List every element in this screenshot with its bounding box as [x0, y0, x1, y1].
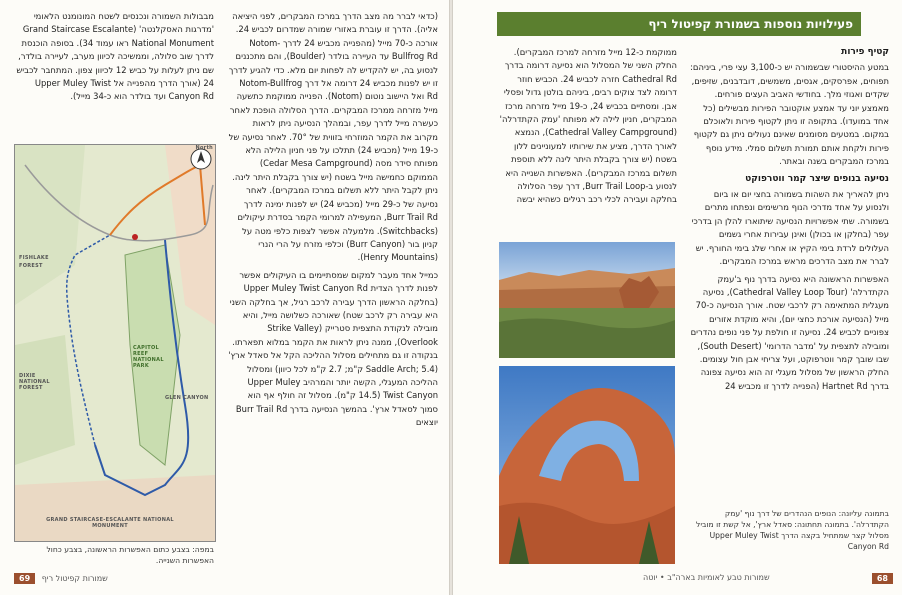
left-page-column-right	[228, 10, 438, 434]
right-footer	[463, 573, 893, 587]
page-number: 68	[872, 573, 893, 584]
grand-staircase-label: GRAND STAIRCASE-ESCALANTE NATIONAL MONUMENT	[46, 517, 174, 529]
right-column-paragraph-2: כמייל אחד מעבר למקום שמסתיימים בו העיקולים אפשר לפנות לדרך הצדית Upper Muley Twist Canyon Rd (בחלקה הראשון הדרך עבירה לרכב רגיל, אך בחלקה השני היא עבירה רק לרכב שטח) שאורכה כשלושה מייל, והיא מובילה לנקודת התצפית סטרייק (Strike Valley Overlook), ממנה ניתן לראות את הקמר במלוא תפארתו. בנקודה זו גם מתחילים מסלול ההליכה הקל אל סאדל ארץ' (Saddle Arch; 5.4 ק"מ; 2.7 ק"מ לכל כיוון) ומסלול ההליכה המעגלי, הקשה יותר והמרהיב Upper Muley Twist Canyon (14.5 ק"מ). מסלול זה חולף אף הוא סמוך לסאדל ארץ'. בהמשך הנסיעה בדרך Burr Trail Rd יוצאים	[228, 269, 438, 428]
route-map-svg	[15, 145, 215, 541]
forest-label: FOREST	[19, 263, 43, 269]
left-footer	[14, 573, 434, 587]
right-column-paragraph-1: (כדאי לברר מה מצב הדרך במרכז המבקרים, לפני היציאה אליה). הדרך זו עוברת באזורי שמורה שמדרום לכביש 24. אורכה כ-70 מייל (מהפנייה מכביש 24 לדרך Notom-Bullfrog Rd עד העיירה בולדר (Boulder), והם מתכננים לנסוע בה, יש להקדיש לה לפחות יום מלא. כדי להגיע לדרך זו יש לפנות מכביש 24 דרומה אל דרך Notom-Bullfrog Rd ואל היישוב נוטום (Notom). הפנייה ממוקמת כתשעה מייל מזרחה ממרכז המבקרים. הדרך הסלולה הופכת לאחר כעשרה מייל לדרך עפר, ובמהלך הנסיעה ניתן לראות מקרוב את הקמר המוזרחי בזווית של 70°. לאחר נסיעה של כ-19 מייל (מכביש 24) תתלכו על פני חניון הלילה הלא מפותח סידר מסה (Cedar Mesa Campground) הממוקם כחמישה מייל בשטח (יש צורך בקבלת היתר לינה. ניתן לקבל היתר ללא תשלום במרכז המבקרים). לאחר נסיעה של כ-29 מייל (מכביש 24) יש לפנות ימינה לדרך Burr Trail Rd, המעפילה למרומי הקמר בסדרת עיקולים (Switchbacks). מלמעלה אפשר לצפות כלפי מטה על קניון בור (Burr Canyon) וכלפי מזרח על הרי הנרי (Henry Mountains).	[228, 11, 438, 263]
capitol-reef-label: CAPITOL REEF NATIONAL PARK	[133, 345, 164, 369]
section-heading: פעילויות נוספות בשמורת קפיטול ריף	[497, 12, 861, 36]
dixie-label: DIXIE NATIONAL FOREST	[19, 373, 50, 391]
fruit-picking-text: במטע ההיסטורי שבשמורה יש כ-3,100 עצי פרי, ביניהם: תפוחים, אפרסקים, אגסים, משמשים, דובדבנים, שזיפים, שקדים ואגוזי מלך. בחודשי האביב העצים פורחים. מאמצע יוני עד אמצע אוקטובר הפירות מבשילים (כל אחד במועדו). בתקופה זו ניתן לקטוף פירות ולאוכלם במקום. במטעים מסומנים שאינם נעולים ניתן גם לקטוף פירות ולקחת אותם תמורת תשלום סמלי. מידע נוסף במרכז המבקרים בשנה ובאתר.	[690, 62, 889, 167]
glen-canyon-label: GLEN CANYON	[165, 395, 209, 401]
photo-caption: בתמונה עליונה: הנופים הנהדרים של דרך נוף 'עמק הקתדרלה'. בתמונה תחתונה: סאדל ארץ', אל קשת זו מוביל מסלול קצר שמתחיל בקצה הדרך Upper Muley Twist Canyon Rd	[696, 509, 889, 551]
saddle-arch-photo	[499, 366, 675, 564]
footer-title: שמורות קפיטול ריף	[41, 574, 108, 583]
visitor-center-marker	[132, 234, 138, 240]
footer-title: שמורות טבע לאומיות בארה"ב • יוטה	[643, 573, 770, 582]
left-page	[0, 0, 449, 595]
left-column-paragraph: מבבולות השמורה ונכנסים לשטח המונומנט הלאומי 'מדרגות האסקלנטה' (Grand Staircase Escalante National Monument ראו עמוד 34). בסופה הוכנסת לדרך שוב סלולה, וממשיכה לכיוון מערב, לעיירה בולדר, שם ניתן לעלות על כביש 12 לכיוון צפון. המתחבר לכביש 24 (אורך הדרך מהפנייה אל Upper Muley Twist Canyon Rd ועד בולדר הוא כ-34 מייל).	[16, 11, 214, 102]
grand-staircase-area	[15, 475, 215, 541]
route-map	[14, 144, 216, 542]
dixie-forest-area	[15, 335, 75, 465]
page-number: 69	[14, 573, 35, 584]
fruit-picking-title: קטיף פירות	[841, 47, 889, 57]
cathedral-valley-photo	[499, 242, 675, 358]
right-page-column-left	[499, 46, 677, 211]
fishlake-label: FISHLAKE	[19, 255, 49, 261]
first-option-text: האפשרות הראשונה היא נסיעה בדרך נוף ב'עמק הקתדרלה' (Cathedral Valley Loop Tour), נסיעה מעגלית המתאימה רק לרכבי שטח. אורך הנסיעה כ-70 מייל (הנסיעה אורכת כחצי יום), והיא מוקדת אזורים צפוניים לכביש 24. נסיעה זו חולפת על פני נופים נהדרים ומובילה לתצפית על 'מדבר הדרומי' (South Desert), שבו שובך קמר ווטרפוקט, ועל צריחי אבן חול עצומים. החלק הראשון של מסלול מעגלי זה הוא נסיעה צפונה בדרך Hartnet Rd (הפנייה לדרך זו מכביש 24	[690, 273, 889, 391]
map-caption: במפה: בצבע כתום האפשרות הראשונה, בצבע כחול האפשרות השנייה.	[46, 545, 214, 565]
scenic-drive-text: ניתן להאריך את השהות בשמורה בחצי יום או ביום ולנסוע על אחד מדרכי הנוף מרשימים ונפתחו מתרים בשמורה. שתי אפשרויות הנסיעה שיתוארו להלן הן בדרכי עפר (בחלקן או בכולן) ואינן עבירות אחרי גשמים העלולים לרדת בימי הקיץ או אחרי שלג בימי החורף. יש לברר את מצב הדרכים מראש במרכז המבקרים.	[691, 189, 889, 267]
left-page-column-left	[14, 10, 214, 108]
right-page	[453, 0, 902, 595]
north-label: North	[195, 145, 213, 151]
scenic-drive-title: נסיעה בנופים שיצר קמר ווטרפוקט	[745, 173, 889, 184]
second-option-text: ממוקמת כ-12 מייל מזרחה למרכז המבקרים). החלק השני של המסלול הוא נסיעה דרומה בדרך Cathedral Rd חזרה לכביש 24. הכביש חוזר דרומה לצד צוקים רבים, ביניהם בולטן גדול ופסלי אבן. ומסתיים בכביש 24, כ-19 מייל מזרחה מרכז המבקרים, חניון לילה לא מפותח 'עמק הקתדרלה' (Cathedral Valley Campground), הנמצא לאורך הדרך, מציע את שירותיו למעוניינים ללון בשטח (יש צורך בקבלת היתר לינה ללא תוספת תשלום במרכז המבקרים). האפשרות השנייה היא לנסוע ב-Burr Trail Loop, דרך עפר הסלולה בחלקה ועבירה לכלי רכב רגילים כשהיא יבשה	[499, 47, 677, 205]
right-page-column-right	[689, 46, 889, 397]
